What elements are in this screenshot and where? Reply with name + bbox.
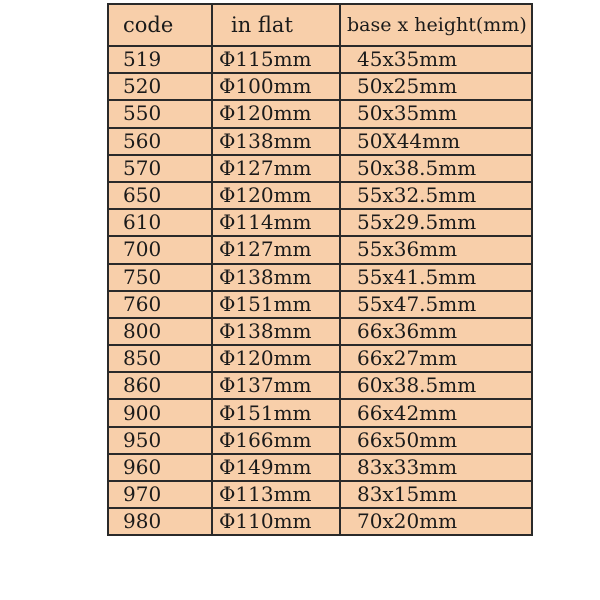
cell-code: 700: [108, 236, 212, 263]
cell-code: 520: [108, 73, 212, 100]
cell-in-flat: Φ151mm: [212, 399, 340, 426]
cell-code: 960: [108, 454, 212, 481]
cell-code: 650: [108, 182, 212, 209]
cell-in-flat: Φ138mm: [212, 128, 340, 155]
cell-code: 980: [108, 508, 212, 535]
table-row: [108, 264, 532, 291]
cell-in-flat: Φ115mm: [212, 46, 340, 73]
header-in-flat: in flat: [212, 4, 340, 46]
cell-base-height: 70x20mm: [340, 508, 532, 535]
cell-in-flat: Φ100mm: [212, 73, 340, 100]
cell-code: 860: [108, 372, 212, 399]
cell-in-flat: Φ138mm: [212, 264, 340, 291]
cell-base-height: 50x35mm: [340, 100, 532, 127]
cell-in-flat: Φ110mm: [212, 508, 340, 535]
cell-base-height: 66x27mm: [340, 345, 532, 372]
cell-in-flat: Φ114mm: [212, 209, 340, 236]
cell-in-flat: Φ127mm: [212, 155, 340, 182]
cell-code: 610: [108, 209, 212, 236]
cell-code: 750: [108, 264, 212, 291]
header-base-height: base x height(mm): [340, 4, 532, 46]
cell-in-flat: Φ127mm: [212, 236, 340, 263]
cell-base-height: 50x25mm: [340, 73, 532, 100]
cell-in-flat: Φ166mm: [212, 427, 340, 454]
cell-base-height: 60x38.5mm: [340, 372, 532, 399]
cell-code: 570: [108, 155, 212, 182]
table-row: [108, 454, 532, 481]
table-row: [108, 155, 532, 182]
table-row: [108, 318, 532, 345]
table-row: [108, 481, 532, 508]
cell-in-flat: Φ113mm: [212, 481, 340, 508]
cell-base-height: 83x15mm: [340, 481, 532, 508]
cell-code: 560: [108, 128, 212, 155]
table-row: [108, 182, 532, 209]
table-row: [108, 345, 532, 372]
cell-base-height: 45x35mm: [340, 46, 532, 73]
table-body: [108, 46, 532, 535]
table-row: [108, 427, 532, 454]
cell-in-flat: Φ138mm: [212, 318, 340, 345]
cell-code: 519: [108, 46, 212, 73]
cell-code: 760: [108, 291, 212, 318]
header-row: [108, 4, 532, 46]
cell-base-height: 66x36mm: [340, 318, 532, 345]
cell-base-height: 66x42mm: [340, 399, 532, 426]
table-row: [108, 209, 532, 236]
cell-base-height: 50x38.5mm: [340, 155, 532, 182]
cell-code: 850: [108, 345, 212, 372]
cell-code: 550: [108, 100, 212, 127]
table-row: [108, 46, 532, 73]
cell-code: 900: [108, 399, 212, 426]
table-row: [108, 236, 532, 263]
table-row: [108, 73, 532, 100]
cell-code: 800: [108, 318, 212, 345]
cell-in-flat: Φ137mm: [212, 372, 340, 399]
header-code: code: [108, 4, 212, 46]
cell-base-height: 83x33mm: [340, 454, 532, 481]
table-row: [108, 372, 532, 399]
table-row: [108, 128, 532, 155]
cell-in-flat: Φ149mm: [212, 454, 340, 481]
cell-base-height: 55x29.5mm: [340, 209, 532, 236]
cell-base-height: 55x41.5mm: [340, 264, 532, 291]
table-header: [108, 4, 532, 46]
cell-code: 950: [108, 427, 212, 454]
cell-base-height: 55x36mm: [340, 236, 532, 263]
cell-base-height: 50X44mm: [340, 128, 532, 155]
cell-base-height: 55x32.5mm: [340, 182, 532, 209]
table-row: [108, 100, 532, 127]
table-row: [108, 508, 532, 535]
cell-code: 970: [108, 481, 212, 508]
cell-in-flat: Φ120mm: [212, 345, 340, 372]
table-row: [108, 399, 532, 426]
cell-in-flat: Φ120mm: [212, 182, 340, 209]
cell-in-flat: Φ120mm: [212, 100, 340, 127]
cell-in-flat: Φ151mm: [212, 291, 340, 318]
cell-base-height: 66x50mm: [340, 427, 532, 454]
spec-table: [107, 3, 533, 536]
table-row: [108, 291, 532, 318]
cell-base-height: 55x47.5mm: [340, 291, 532, 318]
